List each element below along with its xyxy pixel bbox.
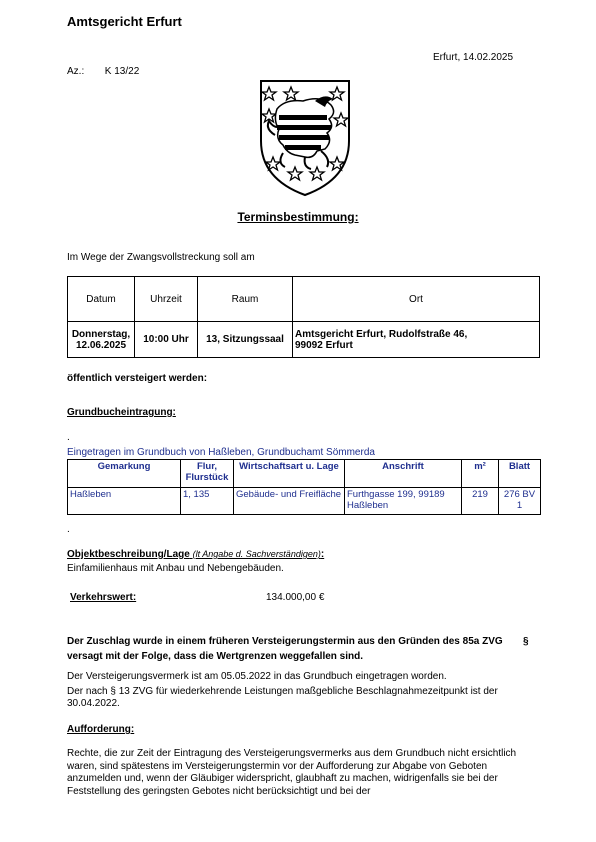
header-ort: Ort xyxy=(293,277,540,322)
property-description: Einfamilienhaus mit Anbau und Nebengebäuden. xyxy=(67,563,284,574)
table-header-row xyxy=(68,460,541,488)
separator-dot: . xyxy=(67,524,70,535)
header-qm: m² xyxy=(462,460,499,488)
coat-of-arms-icon xyxy=(255,79,355,197)
header-flur: Flur, Flurstück xyxy=(181,460,234,488)
property-description-heading xyxy=(67,549,324,560)
header-anschrift: Anschrift xyxy=(345,460,462,488)
market-value: 134.000,00 € xyxy=(266,592,325,603)
header-blatt: Blatt xyxy=(499,460,541,488)
intro-text: Im Wege der Zwangsvollstreckung soll am xyxy=(67,252,255,263)
table-row xyxy=(68,488,541,515)
separator-dot: . xyxy=(67,432,70,443)
appointment-table xyxy=(67,276,540,358)
header-uhrzeit: Uhrzeit xyxy=(135,277,198,322)
heading-text: Objektbeschreibung/Lage xyxy=(67,549,190,560)
header-datum: Datum xyxy=(68,277,135,322)
table-row xyxy=(68,322,540,358)
seizure-date-note: Der nach § 13 ZVG für wiederkehrende Leistungen maßgebliche Beschlagnahmezeitpunkt ist der 30.04.2022. xyxy=(67,686,498,709)
land-register-heading: Grundbucheintragung: xyxy=(67,407,176,418)
datum-date: 12.06.2025 xyxy=(75,339,127,351)
court-name: Amtsgericht Erfurt xyxy=(67,14,182,29)
market-value-label: Verkehrswert: xyxy=(70,592,137,603)
cell-raum: 13, Sitzungssaal xyxy=(198,322,293,358)
award-notice xyxy=(67,634,541,664)
cell-ort xyxy=(293,322,540,358)
award-text: Der Zuschlag wurde in einem früheren Versteigerungstermin aus den Gründen des 85a ZVG versagt mit der Folge, dass die Wertgrenzen weggefallen sind. xyxy=(67,636,503,662)
ort-street: Amtsgericht Erfurt, Rudolfstraße 46, xyxy=(295,328,468,340)
land-register-entry: Eingetragen im Grundbuch von Haßleben, Grundbuchamt Sömmerda xyxy=(67,447,375,458)
auction-notice: öffentlich versteigert werden: xyxy=(67,373,208,384)
cell-uhrzeit: 10:00 Uhr xyxy=(135,322,198,358)
header-wirtschaftsart: Wirtschaftsart u. Lage xyxy=(234,460,345,488)
header-gemarkung: Gemarkung xyxy=(68,460,181,488)
table-header-row xyxy=(68,277,540,322)
document-title: Terminsbestimmung: xyxy=(237,210,359,224)
cell-wirtschaftsart: Gebäude- und Freifläche xyxy=(234,488,345,515)
cell-anschrift: Furthgasse 199, 99189 Haßleben xyxy=(345,488,462,515)
request-heading: Aufforderung: xyxy=(67,724,135,735)
place-date: Erfurt, 14.02.2025 xyxy=(433,52,514,63)
cell-flur: 1, 135 xyxy=(181,488,234,515)
request-text: Rechte, die zur Zeit der Eintragung des Versteigerungsvermerks aus dem Grundbuch nicht ersichtlich waren, sind spätestens im Versteigerungstermin vor der Aufforderung zur Abgabe von Geboten anzumelden und, wenn der Gläubiger widerspricht, glaubhaft zu machen, widrigenfalls sie bei der Feststellung des geringsten Gebotes nicht berücksichtigt und bei der xyxy=(67,748,517,797)
cell-blatt: 276 BV 1 xyxy=(499,488,541,515)
datum-weekday: Donnerstag, xyxy=(71,328,131,340)
az-value: K 13/22 xyxy=(104,66,140,77)
header-raum: Raum xyxy=(198,277,293,322)
cell-datum xyxy=(68,322,135,358)
file-reference xyxy=(67,66,139,77)
cell-qm: 219 xyxy=(462,488,499,515)
land-register-table xyxy=(67,459,541,515)
auction-note-date: Der Versteigerungsvermerk ist am 05.05.2022 in das Grundbuch eingetragen worden. xyxy=(67,671,447,682)
ort-city: 99092 Erfurt xyxy=(295,339,353,351)
cell-gemarkung: Haßleben xyxy=(68,488,181,515)
section-sign: § xyxy=(523,636,529,647)
heading-note: (lt Angabe d. Sachverständigen) xyxy=(192,549,321,559)
az-label: Az.: xyxy=(67,66,85,77)
heading-colon: : xyxy=(320,549,325,560)
